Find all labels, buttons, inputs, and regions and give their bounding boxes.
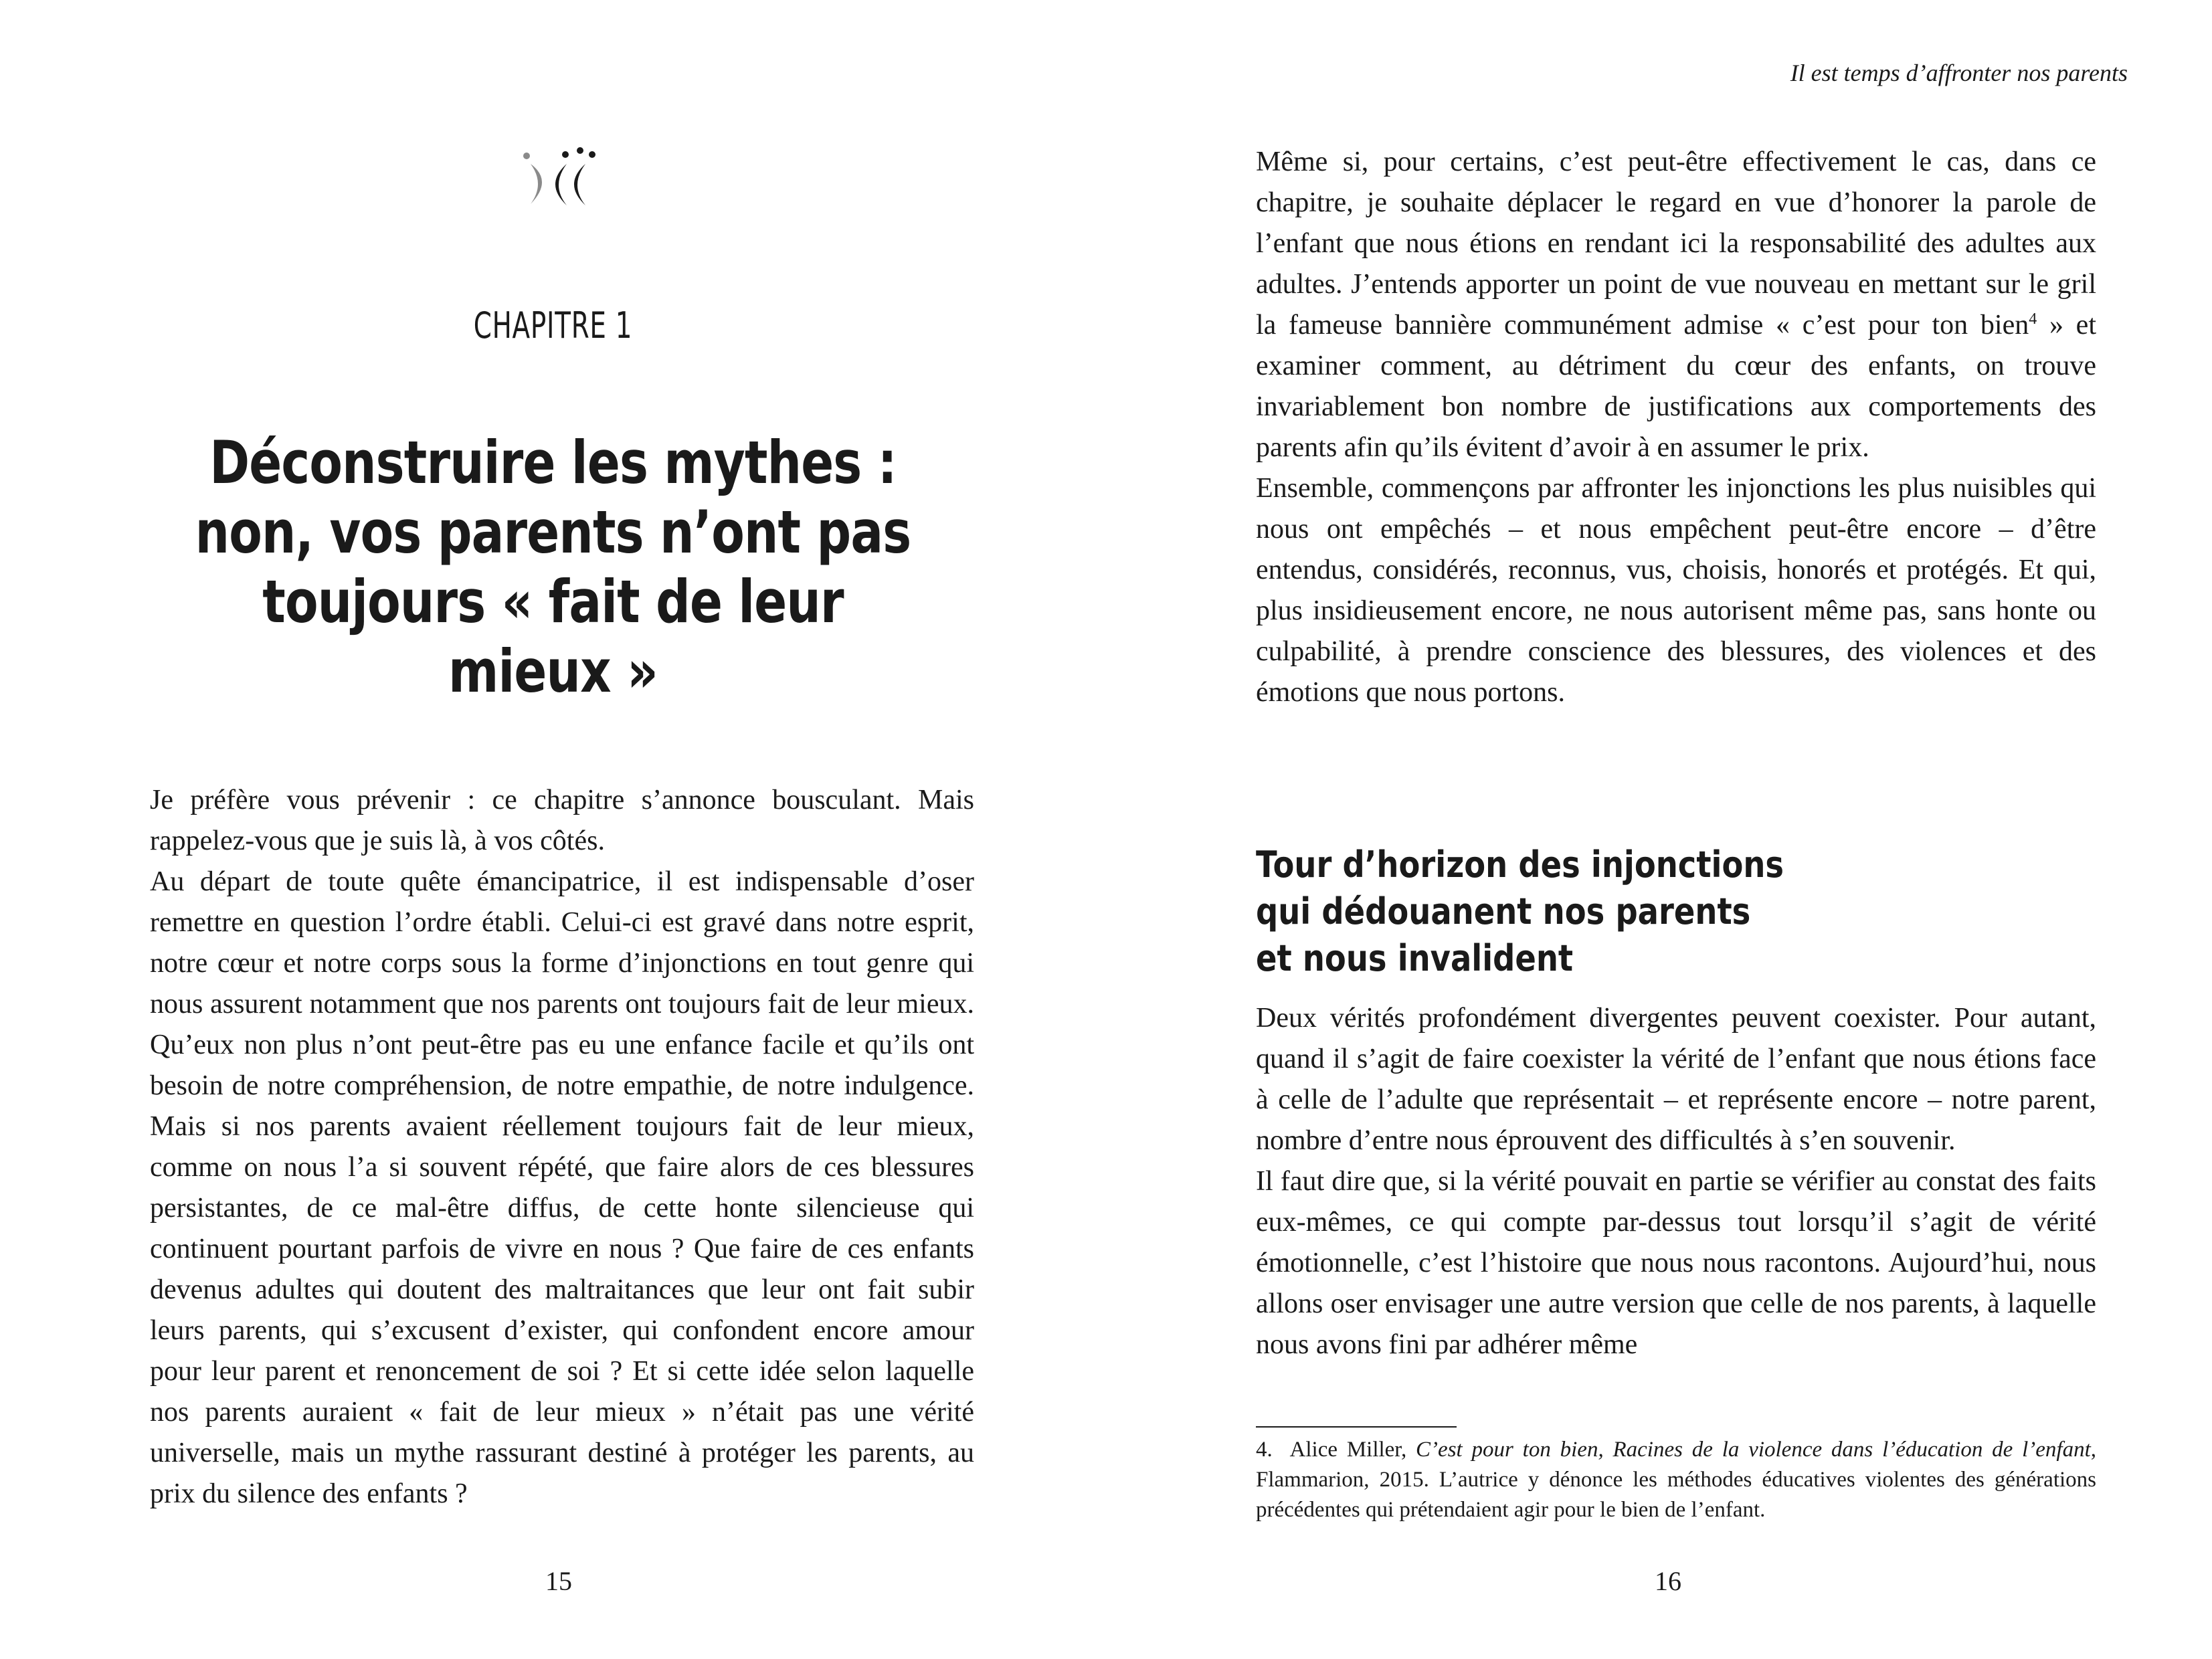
left-body-text [150,780,974,1515]
right-body-text [1256,142,2096,713]
paragraph: Il faut dire que, si la vérité pouvait en partie se vérifier au constat des faits eux-mêmes, ce qui compte par-dessus tout lorsqu’il s’agit de vérité émotionnelle, c’est l’histoire que nous nous racontons. Aujourd’hui, nous allons oser envisager une autre version que celle de nos parents, à laquelle nous avons fini par adhérer même [1256,1166,2096,1360]
footnote [1256,1435,2096,1525]
footnote-reference[interactable]: 4 [2029,310,2037,328]
chapter-title-line: non, vos parents n’ont pas [195,498,911,567]
chapter-title [94,428,1012,706]
chapter-label: CHAPITRE 1 [473,304,633,347]
paragraph-text: » et examiner comment, au détriment du cœur des enfants, on trouve invariablement bon nombre de justifications aux comportements des parents afin qu’ils évitent d’avoir à en assumer le prix. [1256,310,2096,463]
footnote-text: , Flammarion, 2015. L’autrice y dénonce les méthodes éducatives violentes des générations précédentes qui prétendaient agir pour le bien de l’enfant. [1256,1438,2097,1522]
footnote-work-title: C’est pour ton bien, Racines de la violence dans l’éducation de l’enfant [1416,1438,2091,1462]
paragraph: Ensemble, commençons par affronter les injonctions les plus nuisibles qui nous ont empêchés – et nous empêchent peut-être encore – d’être entendus, considérés, reconnus, vus, choisis, honorés et protégés. Et qui, plus insidieusement encore, ne nous autorisent même pas, sans honte ou culpabilité, à prendre conscience des blessures, des violences et des émotions que nous portons. [1256,473,2096,708]
paragraph: Je préfère vous prévenir : ce chapitre s’annonce bousculant. Mais rappelez-vous que je suis là, à vos côtés. [150,785,974,856]
section-heading-line: et nous invalident [1256,937,1574,979]
right-page [1106,0,2212,1659]
chapter-title-line: Déconstruire les mythes : [209,428,897,497]
paragraph: Deux vérités profondément divergentes peuvent coexister. Pour autant, quand il s’agit de faire coexister la vérité de l’enfant que nous étions face à celle de l’adulte que représentait – et représente encore – notre parent, nombre d’entre nous éprouvent des difficultés à s’en souvenir. [1256,1003,2096,1156]
section-heading-line: Tour d’horizon des injonctions [1256,844,1784,886]
footnote-author: Alice Miller, [1289,1438,1407,1462]
section-heading [1256,842,1925,982]
chapter-title-line: toujours « fait de leur mieux » [262,567,844,706]
page-number: 16 [1655,1566,1681,1596]
page-number: 15 [545,1566,572,1596]
running-header: Il est temps d’affronter nos parents [1790,60,2128,86]
footnote-divider [1256,1426,1457,1428]
paragraph-text: Même si, pour certains, c’est peut-être effectivement le cas, dans ce chapitre, je souhaite déplacer le regard en vue d’honorer la parole de l’enfant que nous étions en rendant ici la responsabilité des adultes aux adultes. J’entends apporter un point de vue nouveau en mettant sur le gril la fameuse bannière communément admise « c’est pour ton bien [1256,147,2096,340]
footnote-number: 4. [1256,1438,1273,1462]
paragraph: Au départ de toute quête émancipatrice, il est indispensable d’oser remettre en question l’ordre établi. Celui-ci est gravé dans notre esprit, notre cœur et notre corps sous la forme d’injonctions en tout genre qui nous assurent notamment que nos parents ont toujours fait de leur mieux. Qu’eux non plus n’ont peut-être pas eu une enfance facile et qu’ils ont besoin de notre compréhension, de notre empathie, de notre indulgence. Mais si nos parents avaient réellement toujours fait de leur mieux, comme on nous l’a si souvent répété, que faire alors de ces blessures persistantes, de ce mal-être diffus, de cette honte silencieuse qui continuent pourtant parfois de vivre en nous ? Que faire de ces enfants devenus adultes qui doutent des maltraitances que leur ont fait subir leurs parents, qui s’excusent d’exister, qui confondent encore amour pour leur parent et renoncement de soi ? Et si cette idée selon laquelle nos parents auraient « fait de leur mieux » n’était pas une vérité universelle, mais un mythe rassurant destiné à protéger les parents, au prix du silence des enfants ? [150,866,974,1509]
right-body-text-section [1256,998,2096,1365]
section-heading-line: qui dédouanent nos parents [1256,890,1751,933]
chapter-ornament-icon [519,144,612,217]
paragraph [1256,142,2096,468]
